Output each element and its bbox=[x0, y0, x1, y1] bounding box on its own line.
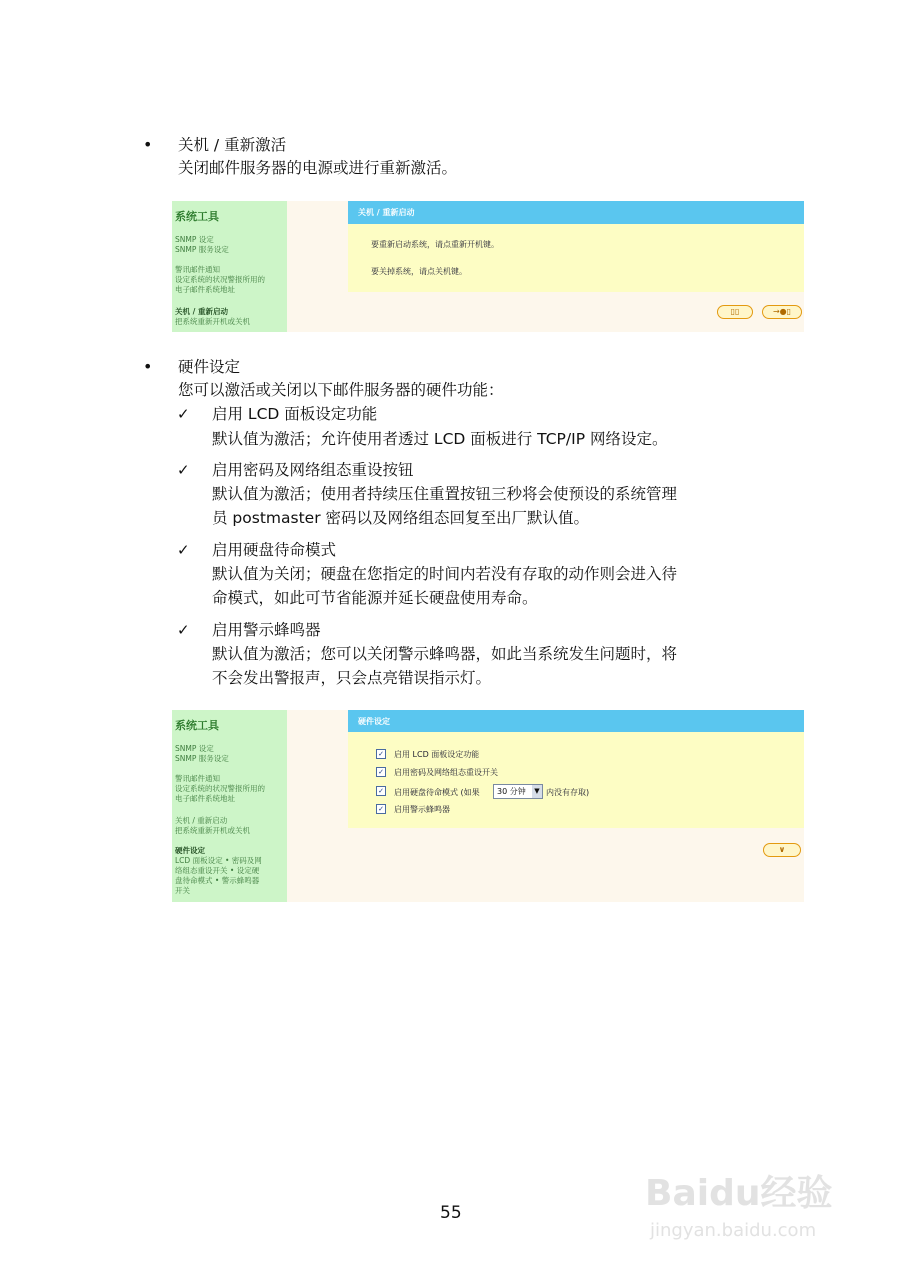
option-label: 启用警示蜂鸣器 bbox=[394, 805, 450, 814]
lcd-checkbox[interactable]: ✓ bbox=[376, 749, 386, 759]
restart-instruction: 要重新启动系统，请点重新开机键。 bbox=[371, 240, 499, 249]
restart-button[interactable]: ▯▯ bbox=[717, 305, 753, 319]
checkmark-icon: ✓ bbox=[177, 541, 190, 559]
reset-button-checkbox[interactable]: ✓ bbox=[376, 767, 386, 777]
sidebar-item-hardware[interactable]: 硬件设定 bbox=[175, 846, 205, 855]
panel-content bbox=[348, 224, 804, 292]
sidebar bbox=[172, 710, 287, 902]
sidebar-desc: 络组态重设开关 • 设定硬 bbox=[175, 866, 260, 875]
checkmark-icon: ✓ bbox=[177, 405, 190, 423]
sidebar-item-alert[interactable]: 警讯邮件通知 bbox=[175, 774, 220, 783]
bullet-dot: • bbox=[143, 357, 153, 376]
item-desc: 员 postmaster 密码以及网络组态回复至出厂默认值。 bbox=[212, 509, 589, 527]
sidebar-desc: SNMP 服务设定 bbox=[175, 754, 229, 763]
page-number: 55 bbox=[440, 1203, 462, 1223]
item-desc: 默认值为激活；使用者持续压住重置按钮三秒将会使预设的系统管理 bbox=[212, 485, 678, 503]
item-desc: 默认值为关闭；硬盘在您指定的时间内若没有存取的动作则会进入待 bbox=[212, 565, 678, 583]
select-value: 30 分钟 bbox=[497, 787, 526, 796]
sidebar-desc: 把系统重新开机或关机 bbox=[175, 826, 250, 835]
checkmark-icon: ✓ bbox=[177, 461, 190, 479]
sidebar bbox=[172, 201, 287, 332]
section-desc-hardware: 您可以激活或关闭以下邮件服务器的硬件功能： bbox=[178, 381, 504, 399]
watermark-url: jingyan.baidu.com bbox=[650, 1220, 817, 1241]
sidebar-item-snmp[interactable]: SNMP 设定 bbox=[175, 744, 214, 753]
sidebar-desc: 电子邮件系统地址 bbox=[175, 285, 235, 294]
sidebar-item-alert[interactable]: 警讯邮件通知 bbox=[175, 265, 220, 274]
option-label: 启用密码及网络组态重设开关 bbox=[394, 768, 498, 777]
checkmark-icon: ✓ bbox=[177, 621, 190, 639]
panel-content bbox=[348, 732, 804, 828]
sidebar-item-shutdown[interactable]: 关机 / 重新启动 bbox=[175, 307, 228, 316]
sidebar-desc: LCD 面板设定 • 密码及网 bbox=[175, 856, 262, 865]
screenshot-hardware bbox=[172, 710, 804, 902]
confirm-button[interactable]: ∨ bbox=[763, 843, 801, 857]
item-title: 启用密码及网络组态重设按钮 bbox=[212, 461, 414, 479]
item-desc: 默认值为激活；允许使用者透过 LCD 面板进行 TCP/IP 网络设定。 bbox=[212, 430, 668, 448]
sidebar-title: 系统工具 bbox=[175, 719, 219, 732]
sidebar-item-shutdown[interactable]: 关机 / 重新启动 bbox=[175, 816, 228, 825]
panel-header bbox=[348, 201, 804, 224]
item-title: 启用硬盘待命模式 bbox=[212, 541, 337, 559]
panel-header-title: 关机 / 重新启动 bbox=[358, 208, 415, 217]
standby-time-select[interactable] bbox=[493, 784, 543, 799]
item-desc: 不会发出警报声，只会点亮错误指示灯。 bbox=[212, 669, 492, 687]
standby-checkbox[interactable]: ✓ bbox=[376, 786, 386, 796]
sidebar-desc: 设定系统的状况警报所用的 bbox=[175, 275, 265, 284]
sidebar-desc: 开关 bbox=[175, 886, 190, 895]
panel-header bbox=[348, 710, 804, 732]
sidebar-desc: 把系统重新开机或关机 bbox=[175, 317, 250, 326]
sidebar-title: 系统工具 bbox=[175, 210, 219, 223]
option-label: 启用 LCD 面板设定功能 bbox=[394, 750, 480, 759]
shutdown-instruction: 要关掉系统，请点关机键。 bbox=[371, 267, 467, 276]
item-title: 启用警示蜂鸣器 bbox=[212, 621, 321, 639]
buzzer-checkbox[interactable]: ✓ bbox=[376, 804, 386, 814]
bullet-dot: • bbox=[143, 135, 153, 154]
section-title-shutdown: 关机 / 重新激活 bbox=[178, 136, 287, 154]
item-desc: 默认值为激活；您可以关闭警示蜂鸣器，如此当系统发生问题时，将 bbox=[212, 645, 678, 663]
screenshot-shutdown bbox=[172, 201, 804, 332]
option-label: 内没有存取) bbox=[546, 788, 590, 797]
sidebar-desc: 设定系统的状况警报所用的 bbox=[175, 784, 265, 793]
chevron-down-icon[interactable]: ▼ bbox=[532, 785, 542, 798]
sidebar-desc: SNMP 服务设定 bbox=[175, 245, 229, 254]
item-title: 启用 LCD 面板设定功能 bbox=[212, 405, 378, 423]
option-label: 启用硬盘待命模式 (如果 bbox=[394, 788, 480, 797]
power-off-button[interactable]: →●▯ bbox=[762, 305, 802, 319]
section-title-hardware: 硬件设定 bbox=[178, 358, 241, 376]
item-desc: 命模式，如此可节省能源并延长硬盘使用寿命。 bbox=[212, 589, 538, 607]
sidebar-item-snmp[interactable]: SNMP 设定 bbox=[175, 235, 214, 244]
sidebar-desc: 电子邮件系统地址 bbox=[175, 794, 235, 803]
sidebar-desc: 盘待命模式 • 警示蜂鸣器 bbox=[175, 876, 260, 885]
section-desc-shutdown: 关闭邮件服务器的电源或进行重新激活。 bbox=[178, 159, 458, 177]
panel-header-title: 硬件设定 bbox=[358, 717, 390, 726]
watermark-logo: Baidu经验 bbox=[645, 1173, 833, 1214]
